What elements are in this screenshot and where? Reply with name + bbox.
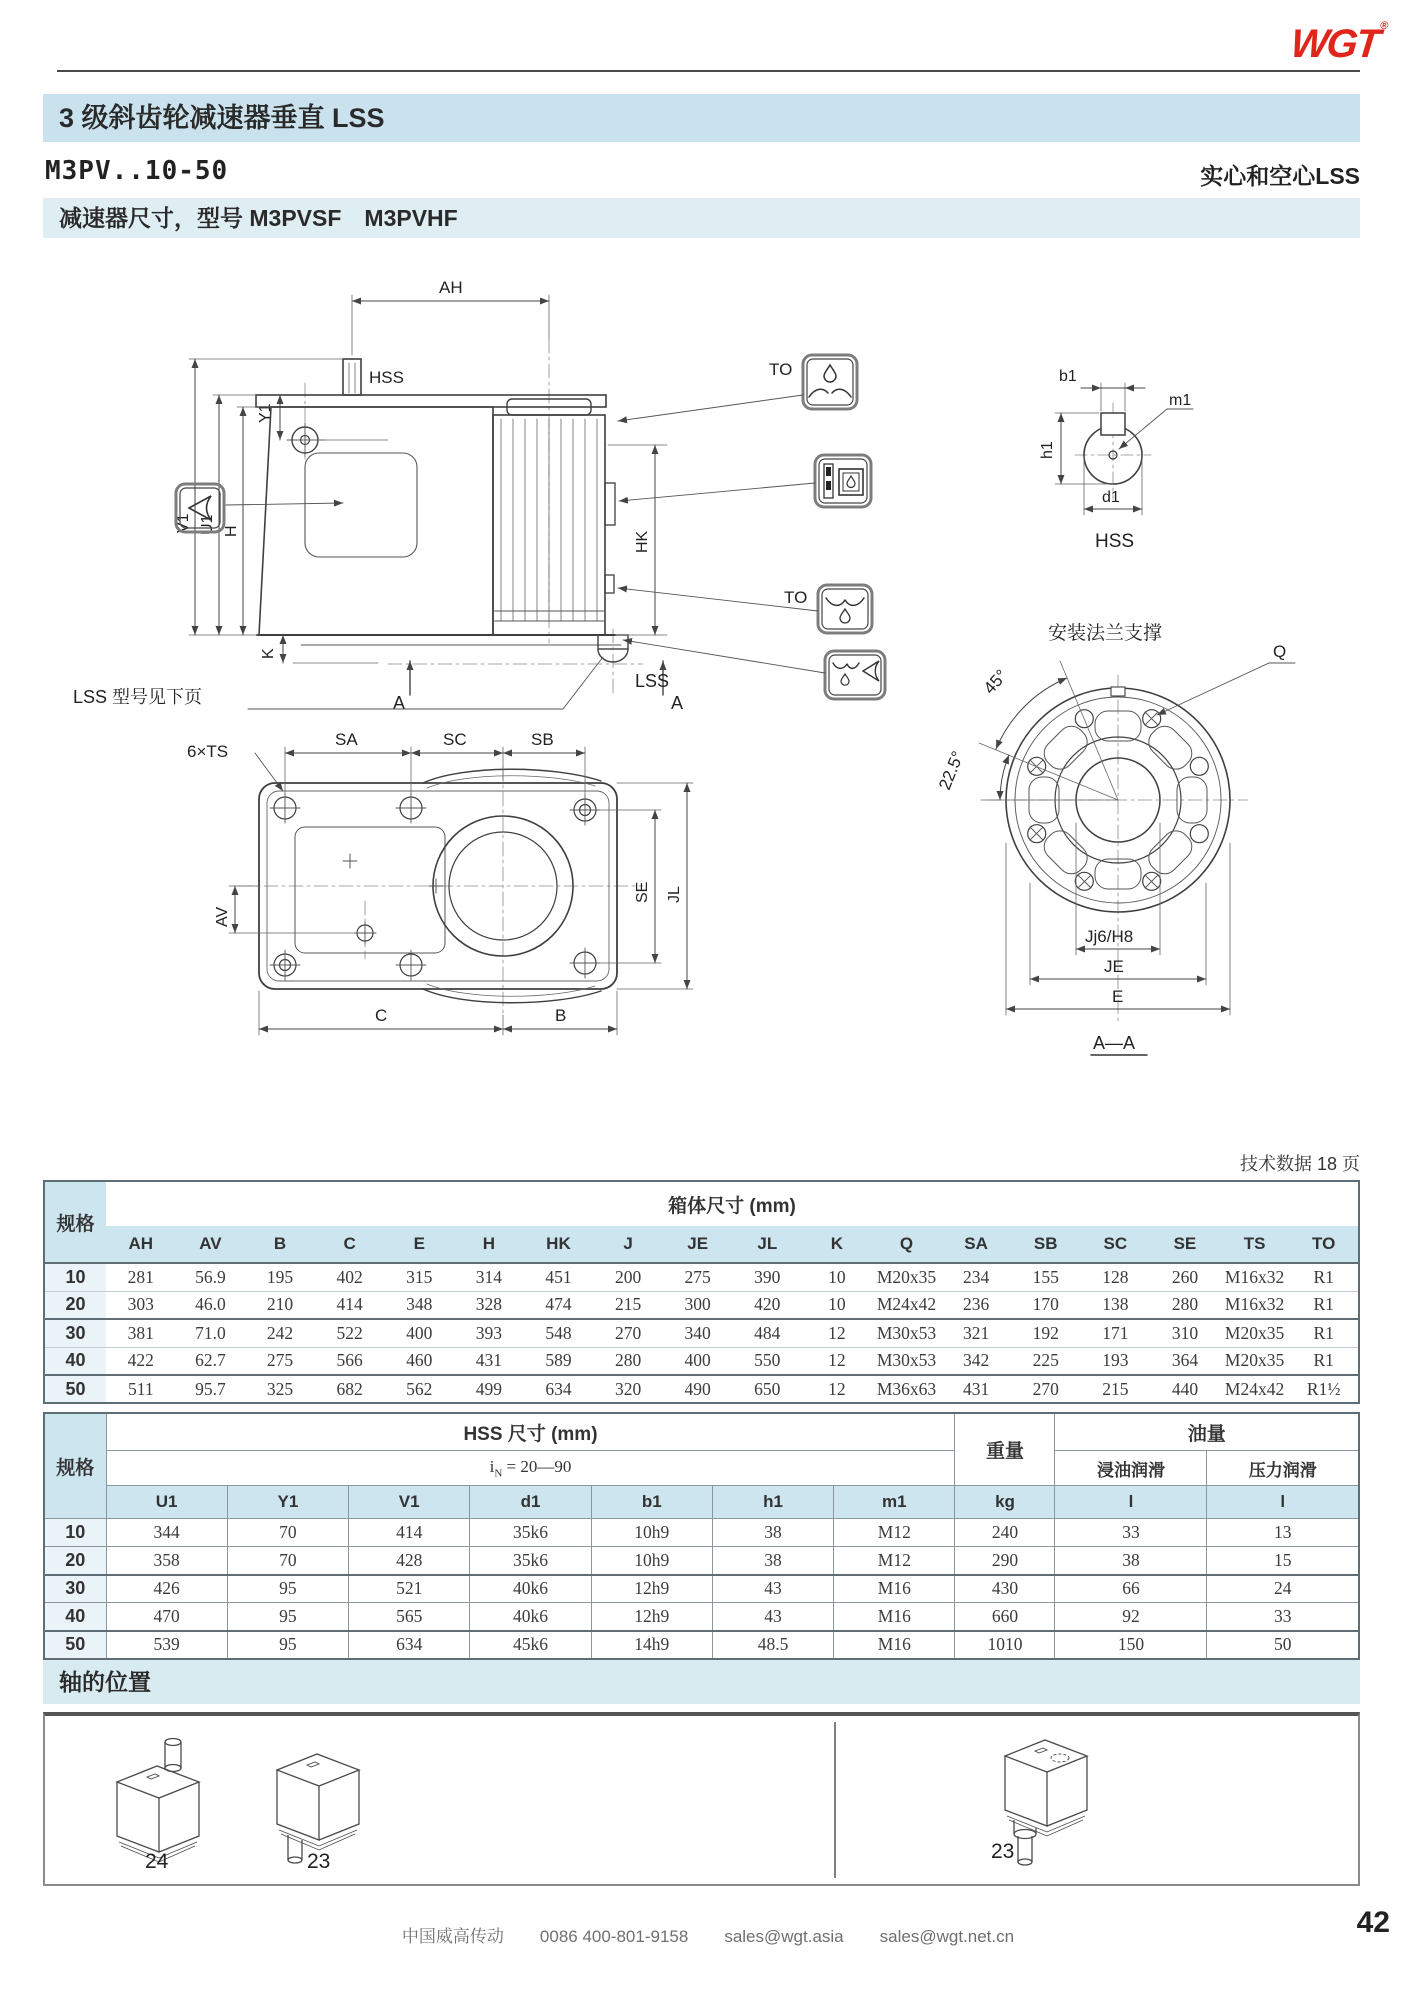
lss-note: LSS 型号见下页	[73, 687, 203, 707]
hss-group-header: HSS 尺寸 (mm)	[106, 1413, 955, 1451]
table-cell: 550	[732, 1347, 802, 1375]
table-cell: 225	[1011, 1347, 1081, 1375]
column-header: AV	[176, 1226, 246, 1263]
page-subtitle: 减速器尺寸，型号 M3PVSF M3PVHF	[59, 205, 458, 231]
table-cell: 193	[1081, 1347, 1151, 1375]
table-cell: M16x32	[1220, 1291, 1290, 1319]
dim-label-c: C	[375, 1006, 388, 1025]
dim-label-u1: U1	[199, 514, 216, 535]
table-cell: 280	[593, 1347, 663, 1375]
dim-label-q: Q	[1273, 642, 1287, 661]
oil-header: 油量	[1055, 1413, 1359, 1451]
table-cell: 170	[1011, 1291, 1081, 1319]
table-cell: 300	[663, 1291, 733, 1319]
dim-label-h1: h1	[1039, 441, 1056, 459]
table-cell: 62.7	[176, 1347, 246, 1375]
dim-label-se: SE	[634, 881, 651, 903]
table-cell: 484	[732, 1319, 802, 1347]
table-cell: 43	[712, 1603, 833, 1631]
table-cell: 402	[315, 1263, 385, 1291]
column-header: JE	[663, 1226, 733, 1263]
table-cell: 393	[454, 1319, 524, 1347]
table-cell: 50	[1207, 1631, 1359, 1659]
footer-email-asia: sales@wgt.asia	[724, 1927, 844, 1946]
shaft-position-23-flange	[1005, 1740, 1087, 1865]
table-cell: 660	[955, 1603, 1055, 1631]
dim-label-sb: SB	[531, 730, 554, 749]
table-cell: 521	[349, 1575, 470, 1603]
table-cell: 451	[524, 1263, 594, 1291]
column-header: kg	[955, 1486, 1055, 1519]
hss-dimensions-table	[43, 1412, 1360, 1660]
shaft-position-label-24: 24	[145, 1850, 169, 1873]
table-row	[44, 1575, 1359, 1603]
dim-label-45: 45°	[979, 665, 1012, 698]
table-cell: 426	[106, 1575, 227, 1603]
table-cell: 35k6	[470, 1547, 591, 1575]
section-caption: A—A	[1093, 1033, 1136, 1053]
table-cell: 420	[732, 1291, 802, 1319]
section-label-a-left: A	[393, 693, 406, 713]
table-cell: 414	[315, 1291, 385, 1319]
table-cell: 95	[227, 1631, 348, 1659]
dim-label-fit: Jj6/H8	[1085, 927, 1134, 946]
footer-email-cn: sales@wgt.net.cn	[879, 1927, 1015, 1946]
table-cell: 634	[349, 1631, 470, 1659]
model-row	[43, 150, 1360, 194]
table-cell: 548	[524, 1319, 594, 1347]
table-cell: 33	[1055, 1519, 1207, 1547]
ratio-note: $i_N$ = 20—90	[106, 1451, 955, 1486]
table-cell: 200	[593, 1263, 663, 1291]
hss-shaft-section	[1039, 368, 1193, 552]
column-header: C	[315, 1226, 385, 1263]
spec-cell: 40	[44, 1347, 106, 1375]
label-to-top: TO	[769, 360, 793, 379]
column-header: SE	[1150, 1226, 1220, 1263]
table-cell: 364	[1150, 1347, 1220, 1375]
table-cell: 348	[384, 1291, 454, 1319]
side-view	[73, 278, 683, 713]
breather-valve-icon	[618, 355, 857, 421]
oil-sub-immersion: 浸油润滑	[1055, 1451, 1207, 1486]
dim-label-b: B	[555, 1006, 567, 1025]
hss-dimensions-body	[44, 1519, 1359, 1659]
table-cell: M12	[834, 1519, 955, 1547]
model-range: M3PV..10-50	[45, 156, 229, 186]
table-cell: 522	[315, 1319, 385, 1347]
column-header: U1	[106, 1486, 227, 1519]
table-cell: M20x35	[1220, 1319, 1290, 1347]
table-cell: 320	[614, 1378, 642, 1399]
label-lss-shaft: LSS	[635, 671, 670, 691]
dim-label-h: H	[223, 525, 240, 537]
table-cell: 328	[454, 1291, 524, 1319]
table-cell: 171	[1081, 1319, 1151, 1347]
table-cell: 95.7	[195, 1378, 226, 1399]
dim-label-ts: 6×TS	[187, 742, 229, 761]
spec-cell: 10	[44, 1263, 106, 1291]
table-cell: 35k6	[470, 1519, 591, 1547]
column-header: E	[384, 1226, 454, 1263]
table-row	[44, 1263, 1359, 1291]
footer	[0, 1922, 1416, 1947]
table-cell: 1010	[955, 1631, 1055, 1659]
table-cell: 430	[955, 1575, 1055, 1603]
table-cell: 12	[828, 1378, 846, 1399]
table-cell: R1	[1289, 1347, 1359, 1375]
table-cell: 128	[1081, 1263, 1151, 1291]
table-cell: 400	[663, 1347, 733, 1375]
table-cell: 240	[955, 1519, 1055, 1547]
table-row	[44, 1519, 1359, 1547]
table-cell: 314	[454, 1263, 524, 1291]
table-cell: 589	[524, 1347, 594, 1375]
column-header: l	[1207, 1486, 1359, 1519]
top-rule	[57, 70, 1360, 72]
table-cell: 38	[712, 1547, 833, 1575]
table-cell: 10h9	[591, 1519, 712, 1547]
shaft-position-diagrams	[45, 1716, 1358, 1884]
table-cell: 562	[406, 1378, 433, 1399]
column-header-row	[44, 1226, 1359, 1263]
dim-label-v1: V1	[175, 513, 192, 533]
oil-sub-pressure: 压力润滑	[1207, 1451, 1359, 1486]
table-cell: 71.0	[176, 1319, 246, 1347]
table-cell: 342	[941, 1347, 1011, 1375]
table-cell: R1	[1289, 1319, 1359, 1347]
table-cell: 138	[1081, 1291, 1151, 1319]
spec-cell: 50	[44, 1375, 106, 1403]
table-cell: 46.0	[176, 1291, 246, 1319]
table-cell: 566	[315, 1347, 385, 1375]
table-cell: 275	[245, 1347, 315, 1375]
footer-phone: 0086 400-801-9158	[539, 1927, 689, 1946]
table-cell: 95	[227, 1603, 348, 1631]
table-cell: 682	[336, 1378, 363, 1399]
housing-dimensions-body	[44, 1263, 1359, 1403]
table-cell: 344	[106, 1519, 227, 1547]
column-header: TS	[1220, 1226, 1290, 1263]
column-header: SC	[1081, 1226, 1151, 1263]
table-cell: M16	[834, 1631, 955, 1659]
table-cell: 431	[454, 1347, 524, 1375]
group-header: 箱体尺寸 (mm)	[106, 1181, 1359, 1226]
table-cell: 48.5	[712, 1631, 833, 1659]
table-row	[44, 1319, 1359, 1347]
shaft-position-label-23: 23	[307, 1850, 331, 1873]
spec-cell: 30	[44, 1575, 106, 1603]
shaft-position-box	[43, 1712, 1360, 1886]
dim-label-k: K	[260, 648, 277, 659]
table-cell: M12	[834, 1547, 955, 1575]
table-row	[44, 1603, 1359, 1631]
table-cell: 155	[1011, 1263, 1081, 1291]
table-cell: 565	[349, 1603, 470, 1631]
shaft-position-title: 轴的位置	[59, 1669, 151, 1695]
table-cell: 270	[1032, 1378, 1059, 1399]
table-cell: M30x53	[872, 1347, 942, 1375]
hss-dimensions-table-wrap	[43, 1412, 1360, 1660]
table-cell: 260	[1150, 1263, 1220, 1291]
table-cell: 210	[245, 1291, 315, 1319]
table-cell: 14h9	[591, 1631, 712, 1659]
table-row	[44, 1631, 1359, 1659]
flange-title: 安装法兰支撑	[1048, 623, 1163, 644]
column-header: HK	[524, 1226, 594, 1263]
table-cell: 38	[1055, 1547, 1207, 1575]
table-cell: 634	[545, 1378, 572, 1399]
dim-label-ah: AH	[439, 278, 463, 297]
flange-view	[935, 622, 1295, 1055]
table-cell: 24	[1207, 1575, 1359, 1603]
table-cell: 192	[1011, 1319, 1081, 1347]
table-cell: 95	[227, 1575, 348, 1603]
table-cell: 460	[384, 1347, 454, 1375]
table-cell: 92	[1055, 1603, 1207, 1631]
table-cell: 303	[106, 1291, 176, 1319]
table-cell: 43	[712, 1575, 833, 1603]
dim-label-b1: b1	[1059, 368, 1077, 385]
spec-header: 规格	[44, 1413, 106, 1519]
table-cell: 281	[106, 1263, 176, 1291]
spec-header: 规格	[44, 1181, 106, 1263]
dim-label-d1: d1	[1102, 489, 1120, 506]
hss-caption: HSS	[1095, 531, 1135, 552]
table-cell: 38	[712, 1519, 833, 1547]
table-cell: M16	[834, 1575, 955, 1603]
table-cell: 340	[663, 1319, 733, 1347]
shaft-position-label-23b: 23	[991, 1840, 1015, 1863]
table-cell: 40k6	[470, 1575, 591, 1603]
table-cell: 236	[941, 1291, 1011, 1319]
table-cell: 310	[1150, 1319, 1220, 1347]
table-cell: 10	[802, 1263, 872, 1291]
table-cell: 390	[732, 1263, 802, 1291]
tech-data-note: 技术数据 18 页	[1239, 1154, 1360, 1174]
table-cell: 33	[1207, 1603, 1359, 1631]
table-cell: 15	[1207, 1547, 1359, 1575]
table-cell: M24x42	[1224, 1378, 1285, 1399]
dim-label-225: 22.5°	[935, 748, 968, 793]
table-cell: M36x63	[876, 1378, 937, 1399]
technical-drawing	[43, 243, 1373, 1093]
table-cell: 414	[349, 1519, 470, 1547]
table-cell: 511	[128, 1378, 154, 1399]
registered-mark: ®	[1379, 20, 1389, 32]
table-cell: 234	[941, 1263, 1011, 1291]
table-cell: 539	[106, 1631, 227, 1659]
table-cell: 12h9	[591, 1603, 712, 1631]
table-row	[44, 1375, 1359, 1403]
spec-cell: 20	[44, 1291, 106, 1319]
column-header: TO	[1289, 1226, 1359, 1263]
solid-hollow-note: 实心和空心LSS	[1200, 163, 1360, 189]
table-cell: 70	[227, 1519, 348, 1547]
column-header-row	[44, 1486, 1359, 1519]
table-cell: 428	[349, 1547, 470, 1575]
table-cell: 215	[593, 1291, 663, 1319]
dim-label-jl: JL	[666, 886, 683, 903]
brand-logo: WGT®	[1288, 20, 1389, 66]
spec-cell: 40	[44, 1603, 106, 1631]
table-cell: 381	[106, 1319, 176, 1347]
top-view	[187, 730, 693, 1035]
table-cell: 12	[802, 1319, 872, 1347]
spec-cell: 10	[44, 1519, 106, 1547]
spec-cell: 50	[44, 1631, 106, 1659]
dim-label-e: E	[1112, 987, 1124, 1006]
oil-drain-icon	[618, 585, 872, 633]
dim-label-y1: Y1	[257, 403, 274, 423]
section-label-a-right: A	[671, 693, 684, 713]
dim-label-je: JE	[1104, 957, 1124, 976]
table-cell: 66	[1055, 1575, 1207, 1603]
table-cell: 45k6	[470, 1631, 591, 1659]
table-cell: 321	[941, 1319, 1011, 1347]
label-to-mid: TO	[784, 588, 808, 607]
table-cell: M20x35	[872, 1263, 942, 1291]
dim-label-av: AV	[214, 906, 231, 927]
table-cell: 12h9	[591, 1575, 712, 1603]
subtitle-bar	[43, 198, 1360, 238]
weight-header: 重量	[955, 1413, 1055, 1486]
column-header: h1	[712, 1486, 833, 1519]
housing-dimensions-table	[43, 1180, 1360, 1404]
table-cell: M16x32	[1220, 1263, 1290, 1291]
table-cell: 275	[663, 1263, 733, 1291]
table-cell: 270	[593, 1319, 663, 1347]
column-header: AH	[106, 1226, 176, 1263]
column-header: l	[1055, 1486, 1207, 1519]
column-header: H	[454, 1226, 524, 1263]
table-cell: M24x42	[872, 1291, 942, 1319]
oil-level-icon	[619, 455, 871, 507]
table-cell: 470	[106, 1603, 227, 1631]
footer-company: 中国威高传动	[401, 1927, 504, 1946]
column-header: JL	[732, 1226, 802, 1263]
table-cell: 280	[1150, 1291, 1220, 1319]
shaft-position-bar	[43, 1660, 1360, 1704]
column-header: SB	[1011, 1226, 1081, 1263]
table-cell: 215	[1102, 1378, 1129, 1399]
table-cell: R1	[1289, 1263, 1359, 1291]
section-title-bar	[43, 94, 1360, 142]
spec-cell: 30	[44, 1319, 106, 1347]
table-cell: 70	[227, 1547, 348, 1575]
table-cell: 650	[754, 1378, 781, 1399]
column-header: B	[245, 1226, 315, 1263]
table-cell: 12	[802, 1347, 872, 1375]
column-header: SA	[941, 1226, 1011, 1263]
table-cell: M16	[834, 1603, 955, 1631]
column-header: b1	[591, 1486, 712, 1519]
table-row	[44, 1547, 1359, 1575]
table-cell: 422	[106, 1347, 176, 1375]
column-header: Q	[872, 1226, 942, 1263]
table-cell: 10h9	[591, 1547, 712, 1575]
housing-dimensions-table-wrap	[43, 1180, 1360, 1404]
table-cell: 242	[245, 1319, 315, 1347]
table-cell: 290	[955, 1547, 1055, 1575]
table-cell: M30x53	[872, 1319, 942, 1347]
column-header: m1	[834, 1486, 955, 1519]
label-hss-shaft: HSS	[369, 368, 404, 387]
table-cell: 358	[106, 1547, 227, 1575]
table-cell: 474	[524, 1291, 594, 1319]
table-cell: 490	[684, 1378, 711, 1399]
table-cell: 440	[1171, 1378, 1199, 1399]
shaft-position-24	[117, 1739, 199, 1863]
table-cell: M20x35	[1220, 1347, 1290, 1375]
table-cell: 13	[1207, 1519, 1359, 1547]
table-cell: R1	[1289, 1291, 1359, 1319]
page-title: 3 级斜齿轮减速器垂直 LSS	[59, 103, 385, 133]
table-cell: 431	[962, 1378, 990, 1399]
column-header: d1	[470, 1486, 591, 1519]
table-cell: 150	[1055, 1631, 1207, 1659]
page-number: 42	[1356, 1906, 1390, 1939]
dim-label-sa: SA	[335, 730, 358, 749]
dim-label-m1: m1	[1169, 392, 1192, 409]
table-cell: 325	[266, 1378, 294, 1399]
table-cell: 10	[802, 1291, 872, 1319]
shaft-position-23	[277, 1754, 359, 1863]
column-header: K	[802, 1226, 872, 1263]
table-row	[44, 1291, 1359, 1319]
table-cell: 499	[475, 1378, 502, 1399]
column-header: J	[593, 1226, 663, 1263]
dim-label-hk: HK	[634, 530, 651, 553]
table-row	[44, 1347, 1359, 1375]
table-cell: 400	[384, 1319, 454, 1347]
column-header: Y1	[227, 1486, 348, 1519]
table-cell: R1½	[1306, 1378, 1341, 1399]
table-cell: 40k6	[470, 1603, 591, 1631]
dim-label-sc: SC	[443, 730, 467, 749]
table-cell: 195	[245, 1263, 315, 1291]
table-cell: 56.9	[176, 1263, 246, 1291]
spec-cell: 20	[44, 1547, 106, 1575]
column-header: V1	[349, 1486, 470, 1519]
table-cell: 315	[384, 1263, 454, 1291]
